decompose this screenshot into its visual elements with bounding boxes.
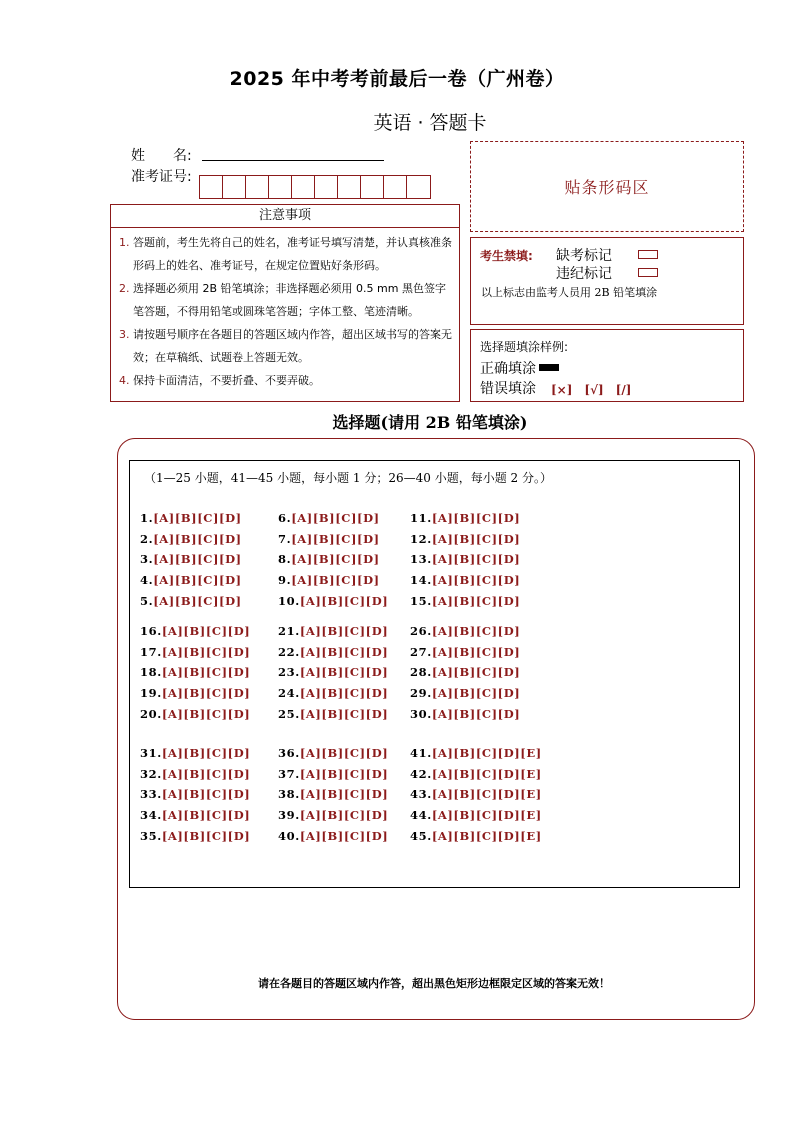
question-39[interactable]	[278, 808, 388, 822]
question-33[interactable]	[140, 787, 250, 801]
answer-options[interactable]: [A][B][C][D][E]	[431, 828, 542, 843]
violation-mark-label: 违纪标记	[556, 266, 612, 282]
question-42[interactable]	[410, 767, 542, 781]
question-6[interactable]	[278, 511, 380, 525]
page-subtitle: 英语 · 答题卡	[373, 112, 487, 134]
answer-options[interactable]: [A][B][C][D]	[431, 665, 521, 680]
question-35[interactable]	[140, 829, 250, 843]
answer-options[interactable]: [A][B][C][D]	[161, 644, 251, 659]
answer-options[interactable]: [A][B][C][D]	[291, 531, 380, 546]
notice-list	[111, 228, 459, 392]
question-number: 3.	[140, 552, 154, 567]
sample-box	[470, 329, 744, 402]
absent-mark-box[interactable]	[638, 250, 658, 259]
question-number: 42.	[410, 766, 432, 781]
name-field[interactable]	[202, 160, 384, 161]
answer-options[interactable]: [A][B][C][D]	[299, 706, 389, 721]
question-8[interactable]	[278, 552, 380, 566]
notice-item	[119, 323, 453, 369]
answer-options[interactable]: [A][B][C][D]	[291, 573, 380, 588]
question-38[interactable]	[278, 787, 388, 801]
mcq-title: 选择题(请用 2B 铅笔填涂)	[332, 413, 528, 432]
question-number: 34.	[140, 808, 162, 823]
question-number: 4.	[140, 573, 154, 588]
question-number: 13.	[410, 552, 432, 567]
question-number: 36.	[278, 746, 300, 760]
question-number: 19.	[140, 686, 162, 701]
question-28[interactable]	[410, 665, 520, 679]
violation-mark-box[interactable]	[638, 268, 658, 277]
answer-options[interactable]: [A][B][C][D]	[153, 593, 242, 608]
question-number: 12.	[410, 531, 432, 546]
mcq-instruction: （1—25 小题，41—45 小题，每小题 1 分；26—40 小题，每小题 2 分。）	[144, 471, 552, 485]
question-number: 38.	[278, 787, 300, 802]
answer-options[interactable]: [A][B][C][D]	[431, 593, 521, 608]
question-19[interactable]	[140, 686, 250, 700]
id-label: 准考证号:	[131, 169, 192, 185]
id-digit-box[interactable]	[269, 176, 292, 198]
prohibit-note: 以上标志由监考人员用 2B 铅笔填涂	[481, 286, 658, 299]
sample-filled-mark	[539, 364, 559, 371]
answer-options[interactable]: [A][B][C][D]	[431, 511, 521, 525]
notice-item-number: 3.	[119, 328, 130, 341]
question-30[interactable]	[410, 707, 520, 721]
notice-heading: 注意事项	[111, 205, 459, 228]
question-17[interactable]	[140, 645, 250, 659]
answer-options[interactable]: [A][B][C][D]	[153, 573, 242, 588]
answer-options[interactable]: [A][B][C][D]	[431, 552, 521, 567]
answer-options[interactable]: [A][B][C][D]	[161, 665, 251, 680]
question-number: 8.	[278, 552, 292, 567]
question-16[interactable]	[140, 624, 250, 638]
question-32[interactable]	[140, 767, 250, 781]
mcq-footer-note: 请在各题目的答题区域内作答，超出黑色矩形边框限定区域的答案无效！	[258, 977, 610, 990]
question-18[interactable]	[140, 665, 250, 679]
notice-item-text: 保持卡面清洁，不要折叠、不要弄破。	[133, 374, 320, 387]
answer-options[interactable]: [A][B][C][D]	[299, 828, 389, 843]
answer-options[interactable]: [A][B][C][D][E]	[431, 787, 542, 802]
prohibit-label: 考生禁填:	[480, 249, 533, 263]
answer-options[interactable]: [A][B][C][D]	[153, 552, 242, 567]
id-digit-box[interactable]	[292, 176, 315, 198]
barcode-area	[470, 141, 744, 232]
question-40[interactable]	[278, 829, 388, 843]
question-26[interactable]	[410, 624, 520, 638]
question-31[interactable]	[140, 746, 250, 760]
answer-options[interactable]: [A][B][C][D]	[161, 706, 251, 721]
answer-options[interactable]: [A][B][C][D]	[161, 766, 251, 781]
question-number: 31.	[140, 746, 162, 760]
question-15[interactable]	[410, 594, 520, 608]
question-23[interactable]	[278, 665, 388, 679]
question-number: 11.	[410, 511, 432, 525]
answer-options[interactable]: [A][B][C][D]	[431, 686, 521, 701]
question-number: 9.	[278, 573, 292, 588]
question-1[interactable]	[140, 511, 242, 525]
question-number: 6.	[278, 511, 292, 525]
prohibit-box	[470, 237, 744, 325]
notice-item-text: 答题前，考生先将自己的姓名，准考证号填写清楚，并认真核准条形码上的姓名、准考证号，在规定位置贴好条形码。	[133, 236, 452, 272]
question-number: 10.	[278, 593, 300, 608]
question-number: 45.	[410, 828, 432, 843]
question-number: 30.	[410, 706, 432, 721]
answer-options[interactable]: [A][B][C][D]	[153, 511, 242, 525]
answer-options[interactable]: [A][B][C][D]	[299, 787, 389, 802]
answer-options[interactable]: [A][B][C][D]	[161, 808, 251, 823]
question-36[interactable]	[278, 746, 388, 760]
question-number: 2.	[140, 531, 154, 546]
question-number: 5.	[140, 593, 154, 608]
answer-options[interactable]: [A][B][C][D][E]	[431, 746, 542, 760]
question-14[interactable]	[410, 573, 520, 587]
question-9[interactable]	[278, 573, 380, 587]
sample-correct-label: 正确填涂	[480, 361, 536, 377]
question-number: 16.	[140, 624, 162, 638]
answer-options[interactable]: [A][B][C][D]	[299, 624, 389, 638]
absent-mark-label: 缺考标记	[556, 248, 612, 264]
notice-item	[119, 231, 453, 277]
question-34[interactable]	[140, 808, 250, 822]
notice-item-text: 选择题必须用 2B 铅笔填涂；非选择题必须用 0.5 mm 黑色签字笔答题，不得用铅笔或圆珠笔答题；字体工整、笔迹清晰。	[133, 282, 446, 318]
question-20[interactable]	[140, 707, 250, 721]
notice-item	[119, 369, 453, 392]
answer-options[interactable]: [A][B][C][D]	[299, 746, 389, 760]
id-digit-box[interactable]	[223, 176, 246, 198]
notice-item-number: 1.	[119, 236, 130, 249]
question-number: 27.	[410, 644, 432, 659]
question-number: 24.	[278, 686, 300, 701]
answer-options[interactable]: [A][B][C][D]	[299, 808, 389, 823]
question-10[interactable]	[278, 594, 388, 608]
question-2[interactable]	[140, 532, 242, 546]
question-22[interactable]	[278, 645, 388, 659]
answer-options[interactable]: [A][B][C][D]	[431, 644, 521, 659]
answer-options[interactable]: [A][B][C][D]	[431, 706, 521, 721]
question-number: 22.	[278, 644, 300, 659]
answer-options[interactable]: [A][B][C][D]	[153, 531, 242, 546]
answer-options[interactable]: [A][B][C][D][E]	[431, 766, 542, 781]
answer-options[interactable]: [A][B][C][D]	[299, 766, 389, 781]
sample-wrong-label: 错误填涂	[480, 381, 536, 397]
id-digit-box[interactable]	[361, 176, 384, 198]
answer-options[interactable]: [A][B][C][D]	[431, 573, 521, 588]
notice-item-number: 2.	[119, 282, 130, 295]
answer-options[interactable]: [A][B][C][D]	[161, 828, 251, 843]
question-number: 33.	[140, 787, 162, 802]
question-37[interactable]	[278, 767, 388, 781]
question-43[interactable]	[410, 787, 542, 801]
question-number: 32.	[140, 766, 162, 781]
notice-item-number: 4.	[119, 374, 130, 387]
notice-box	[110, 204, 460, 402]
id-digit-box[interactable]	[200, 176, 223, 198]
notice-item	[119, 277, 453, 323]
answer-options[interactable]: [A][B][C][D]	[161, 624, 251, 638]
question-5[interactable]	[140, 594, 242, 608]
answer-options[interactable]: [A][B][C][D]	[299, 644, 389, 659]
question-number: 15.	[410, 593, 432, 608]
question-number: 43.	[410, 787, 432, 802]
page-title: 2025 年中考考前最后一卷（广州卷）	[229, 68, 565, 90]
question-number: 26.	[410, 624, 432, 638]
answer-options[interactable]: [A][B][C][D][E]	[431, 808, 542, 823]
question-3[interactable]	[140, 552, 242, 566]
question-41[interactable]	[410, 746, 542, 760]
question-number: 18.	[140, 665, 162, 680]
question-number: 14.	[410, 573, 432, 588]
question-27[interactable]	[410, 645, 520, 659]
answer-options[interactable]: [A][B][C][D]	[431, 531, 521, 546]
question-number: 21.	[278, 624, 300, 638]
question-45[interactable]	[410, 829, 542, 843]
id-digit-box[interactable]	[338, 176, 361, 198]
answer-options[interactable]: [A][B][C][D]	[161, 686, 251, 701]
mcq-answer-box	[129, 460, 740, 888]
answer-options[interactable]: [A][B][C][D]	[299, 665, 389, 680]
id-digit-box[interactable]	[315, 176, 338, 198]
question-number: 25.	[278, 706, 300, 721]
sample-wrong-marks: [×] [√] [/]	[551, 383, 632, 397]
sample-heading: 选择题填涂样例:	[480, 340, 569, 354]
question-13[interactable]	[410, 552, 520, 566]
answer-options[interactable]: [A][B][C][D]	[291, 552, 380, 567]
question-number: 37.	[278, 766, 300, 781]
question-4[interactable]	[140, 573, 242, 587]
question-44[interactable]	[410, 808, 542, 822]
id-number-boxes[interactable]	[199, 175, 431, 199]
question-number: 7.	[278, 531, 292, 546]
question-number: 28.	[410, 665, 432, 680]
question-21[interactable]	[278, 624, 388, 638]
answer-options[interactable]: [A][B][C][D]	[431, 624, 521, 638]
question-number: 40.	[278, 828, 300, 843]
answer-options[interactable]: [A][B][C][D]	[299, 593, 389, 608]
answer-options[interactable]: [A][B][C][D]	[161, 787, 251, 802]
question-25[interactable]	[278, 707, 388, 721]
id-digit-box[interactable]	[407, 176, 430, 198]
question-number: 35.	[140, 828, 162, 843]
question-29[interactable]	[410, 686, 520, 700]
question-number: 1.	[140, 511, 154, 525]
question-number: 17.	[140, 644, 162, 659]
question-number: 20.	[140, 706, 162, 721]
answer-options[interactable]: [A][B][C][D]	[161, 746, 251, 760]
question-7[interactable]	[278, 532, 380, 546]
question-12[interactable]	[410, 532, 520, 546]
name-label: 姓 名:	[131, 148, 192, 164]
id-digit-box[interactable]	[246, 176, 269, 198]
question-number: 29.	[410, 686, 432, 701]
answer-options[interactable]: [A][B][C][D]	[299, 686, 389, 701]
question-number: 41.	[410, 746, 432, 760]
question-number: 44.	[410, 808, 432, 823]
answer-options[interactable]: [A][B][C][D]	[291, 511, 380, 525]
question-24[interactable]	[278, 686, 388, 700]
question-number: 39.	[278, 808, 300, 823]
question-number: 23.	[278, 665, 300, 680]
barcode-label: 贴条形码区	[564, 178, 650, 197]
id-digit-box[interactable]	[384, 176, 407, 198]
notice-item-text: 请按题号顺序在各题目的答题区域内作答，超出区域书写的答案无效；在草稿纸、试题卷上答题无效。	[133, 328, 452, 364]
question-11[interactable]	[410, 511, 520, 525]
